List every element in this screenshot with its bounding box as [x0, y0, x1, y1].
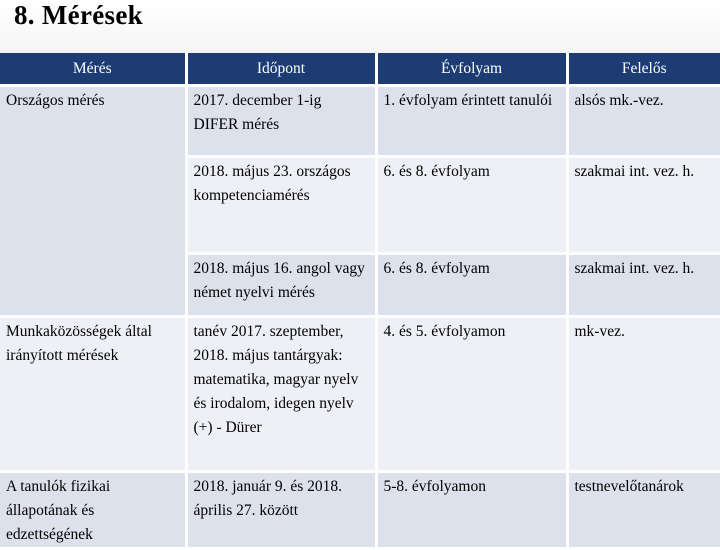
cell-evfolyam: 1. évfolyam érintett tanulói — [376, 86, 567, 157]
cell-evfolyam: 6. és 8. évfolyam — [376, 157, 567, 254]
cell-evfolyam: 4. és 5. évfolyamon — [376, 317, 567, 472]
table-row — [0, 317, 720, 472]
title-bar — [0, 0, 720, 54]
cell-idopont: 2018. január 9. és 2018. április 27. között — [186, 472, 376, 549]
cell-felelos: mk-vez. — [567, 317, 720, 472]
cell-meres: Országos mérés — [0, 86, 186, 317]
header-meres: Mérés — [0, 53, 186, 86]
slide-title: 8. Mérések — [14, 0, 143, 30]
header-felelos: Felelős — [567, 53, 720, 86]
measurements-table — [0, 53, 720, 550]
header-idopont: Időpont — [186, 53, 376, 86]
table-row — [0, 86, 720, 157]
header-evfolyam: Évfolyam — [376, 53, 567, 86]
table-header-row — [0, 53, 720, 86]
cell-idopont: 2018. május 23. országos kompetenciamérés — [186, 157, 376, 254]
cell-idopont: tanév 2017. szeptember, 2018. május tantárgyak: matematika, magyar nyelv és irodalom, idegen nyelv (+) - Dürer — [186, 317, 376, 472]
cell-felelos: szakmai int. vez. h. — [567, 254, 720, 317]
cell-meres: Munkaközösségek által irányított mérések — [0, 317, 186, 472]
cell-felelos: szakmai int. vez. h. — [567, 157, 720, 254]
cell-idopont: 2018. május 16. angol vagy német nyelvi mérés — [186, 254, 376, 317]
cell-felelos: testnevelőtanárok — [567, 472, 720, 549]
cell-evfolyam: 6. és 8. évfolyam — [376, 254, 567, 317]
cell-felelos: alsós mk.-vez. — [567, 86, 720, 157]
table-row — [0, 472, 720, 549]
cell-idopont: 2017. december 1-ig DIFER mérés — [186, 86, 376, 157]
cell-evfolyam: 5-8. évfolyamon — [376, 472, 567, 549]
cell-meres: A tanulók fizikai állapotának és edzettségének — [0, 472, 186, 549]
